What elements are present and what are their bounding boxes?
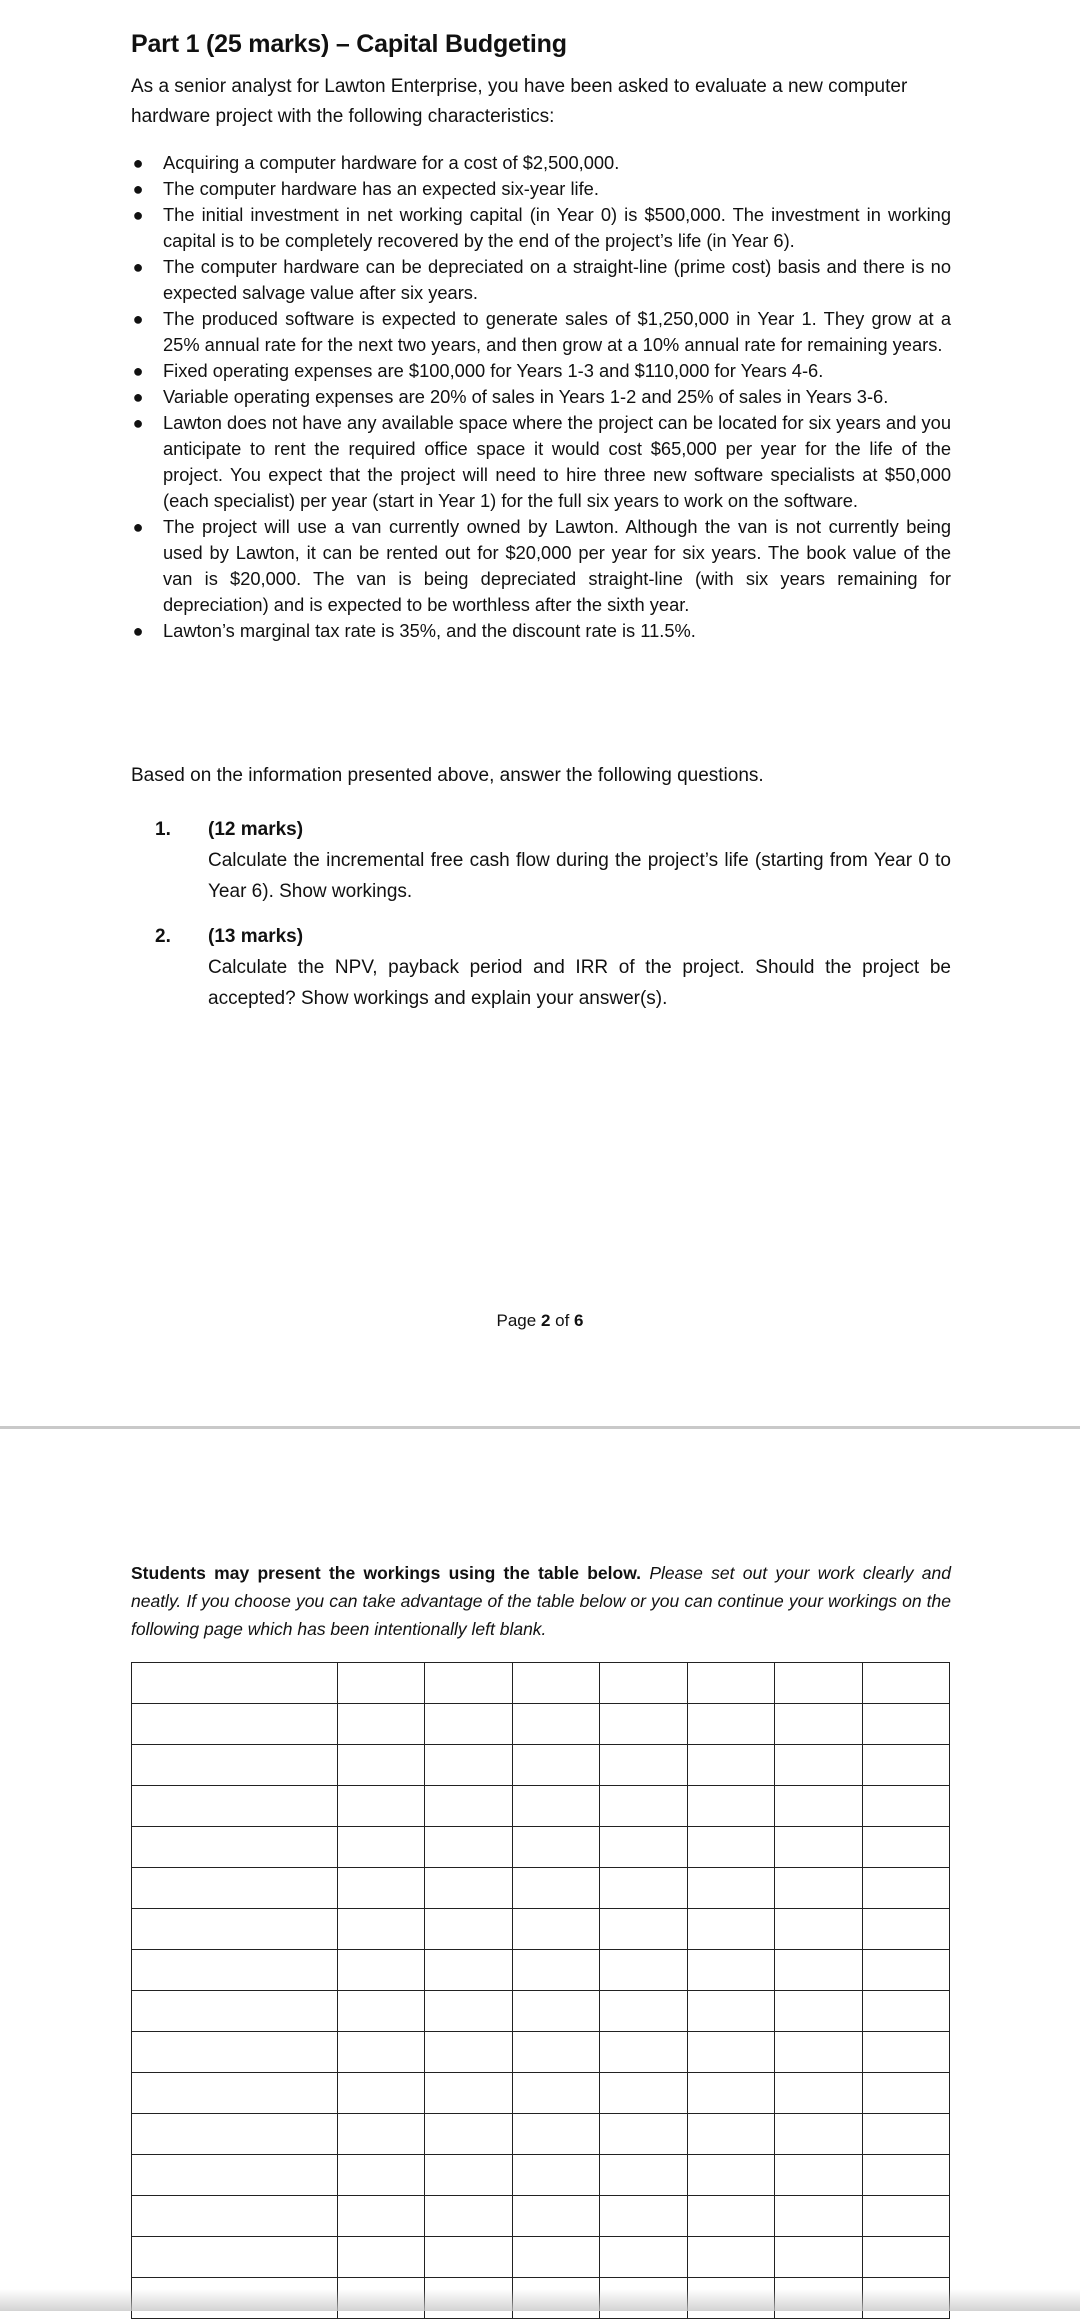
list-item: ● Lawton’s marginal tax rate is 35%, and the discount rate is 11.5%. — [131, 618, 951, 644]
table-cell[interactable] — [425, 2155, 512, 2196]
bullet-icon: ● — [132, 517, 144, 537]
table-cell[interactable] — [338, 1704, 425, 1745]
table-cell[interactable] — [862, 1868, 949, 1909]
table-row — [132, 2237, 950, 2278]
table-cell[interactable] — [425, 1745, 512, 1786]
table-row — [132, 1704, 950, 1745]
table-row — [132, 2073, 950, 2114]
table-row — [132, 1991, 950, 2032]
table-cell[interactable] — [132, 2114, 338, 2155]
table-cell[interactable] — [687, 2155, 774, 2196]
table-cell[interactable] — [862, 2073, 949, 2114]
table-cell[interactable] — [687, 1991, 774, 2032]
table-cell[interactable] — [687, 1868, 774, 1909]
table-cell[interactable] — [132, 1786, 338, 1827]
table-cell[interactable] — [132, 2196, 338, 2237]
table-cell[interactable] — [338, 1868, 425, 1909]
table-cell[interactable] — [512, 1950, 599, 1991]
table-cell[interactable] — [687, 1827, 774, 1868]
bullet-icon: ● — [132, 387, 144, 407]
table-cell[interactable] — [512, 1868, 599, 1909]
table-cell[interactable] — [132, 1909, 338, 1950]
table-cell[interactable] — [425, 1827, 512, 1868]
table-cell[interactable] — [775, 2196, 862, 2237]
workings-table[interactable] — [131, 1662, 950, 2319]
table-cell[interactable] — [425, 2073, 512, 2114]
table-cell[interactable] — [132, 2032, 338, 2073]
table-cell[interactable] — [425, 1950, 512, 1991]
table-cell[interactable] — [512, 1786, 599, 1827]
table-cell[interactable] — [600, 1991, 687, 2032]
table-cell[interactable] — [600, 1745, 687, 1786]
table-cell[interactable] — [600, 1663, 687, 1704]
table-cell[interactable] — [775, 2032, 862, 2073]
table-cell[interactable] — [338, 1827, 425, 1868]
table-cell[interactable] — [862, 1745, 949, 1786]
table-row — [132, 1745, 950, 1786]
bullet-icon: ● — [132, 413, 144, 433]
table-cell[interactable] — [600, 1950, 687, 1991]
table-row — [132, 1827, 950, 1868]
table-cell[interactable] — [775, 2073, 862, 2114]
table-cell[interactable] — [338, 1745, 425, 1786]
table-cell[interactable] — [687, 2114, 774, 2155]
bullet-icon: ● — [132, 621, 144, 641]
table-cell[interactable] — [512, 1991, 599, 2032]
table-cell[interactable] — [425, 2032, 512, 2073]
list-item: ● The produced software is expected to generate sales of $1,250,000 in Year 1. They grow at a 25% annual rate for the next two years, and then grow at a 10% annual rate for remaining years. — [132, 308, 951, 355]
table-row — [132, 2032, 950, 2073]
table-cell[interactable] — [862, 2155, 949, 2196]
table-cell[interactable] — [338, 1663, 425, 1704]
table-cell[interactable] — [338, 1786, 425, 1827]
bullet-icon: ● — [132, 309, 144, 329]
table-cell[interactable] — [862, 1827, 949, 1868]
project-characteristics-list — [131, 150, 951, 644]
list-item: ● The computer hardware can be depreciated on a straight-line (prime cost) basis and there is no expected salvage value after six years. — [132, 256, 951, 303]
table-row — [132, 2155, 950, 2196]
table-cell[interactable] — [775, 1950, 862, 1991]
table-cell[interactable] — [600, 2237, 687, 2278]
table-row — [132, 1950, 950, 1991]
table-cell[interactable] — [862, 1786, 949, 1827]
instructions-bold: Students may present the workings using the table below. — [131, 1563, 642, 1583]
question-number: 1. — [155, 819, 171, 840]
table-cell[interactable] — [775, 1704, 862, 1745]
table-cell[interactable] — [512, 2237, 599, 2278]
table-cell[interactable] — [862, 2237, 949, 2278]
table-cell[interactable] — [512, 2155, 599, 2196]
table-cell[interactable] — [687, 2032, 774, 2073]
table-cell[interactable] — [775, 2155, 862, 2196]
table-cell[interactable] — [600, 2114, 687, 2155]
table-cell[interactable] — [425, 2196, 512, 2237]
table-cell[interactable] — [132, 1663, 338, 1704]
table-cell[interactable] — [600, 2196, 687, 2237]
table-cell[interactable] — [775, 2114, 862, 2155]
table-cell[interactable] — [600, 1827, 687, 1868]
table-cell[interactable] — [512, 2196, 599, 2237]
table-cell[interactable] — [132, 1950, 338, 1991]
document-page-3 — [0, 1429, 1080, 2311]
section-title: Part 1 (25 marks) – Capital Budgeting — [131, 30, 567, 58]
table-cell[interactable] — [338, 2114, 425, 2155]
table-cell[interactable] — [687, 2237, 774, 2278]
table-cell[interactable] — [132, 2155, 338, 2196]
table-cell[interactable] — [775, 1868, 862, 1909]
list-item: ● Variable operating expenses are 20% of sales in Years 1-2 and 25% of sales in Years 3-6. — [131, 384, 951, 410]
table-cell[interactable] — [132, 2073, 338, 2114]
table-cell[interactable] — [687, 2073, 774, 2114]
bullet-icon: ● — [132, 179, 144, 199]
question-number: 2. — [155, 926, 171, 947]
table-cell[interactable] — [132, 1704, 338, 1745]
table-cell[interactable] — [600, 1909, 687, 1950]
current-page-number: 2 — [540, 1311, 551, 1330]
table-cell[interactable] — [862, 1704, 949, 1745]
table-cell[interactable] — [600, 2073, 687, 2114]
question-marks: (12 marks) — [208, 819, 304, 840]
table-row — [132, 2196, 950, 2237]
table-cell[interactable] — [338, 2032, 425, 2073]
bullet-icon: ● — [132, 361, 144, 381]
table-cell[interactable] — [600, 1786, 687, 1827]
table-row — [132, 1663, 950, 1704]
table-cell[interactable] — [512, 2032, 599, 2073]
table-cell[interactable] — [425, 1663, 512, 1704]
table-cell[interactable] — [687, 1950, 774, 1991]
list-item: ● The initial investment in net working capital (in Year 0) is $500,000. The investment in working capital is to be completely recovered by the end of the project’s life (in Year 6). — [132, 204, 951, 251]
instructions-italic: Please set out your work clearly and neatly. If you choose you can take advantage of the table below or you can continue your workings on the following page which has been intentionally left blank. — [131, 1563, 951, 1639]
table-cell[interactable] — [600, 2155, 687, 2196]
question-marks: (13 marks) — [208, 926, 304, 947]
table-cell[interactable] — [687, 1909, 774, 1950]
table-cell[interactable] — [338, 2155, 425, 2196]
table-cell[interactable] — [512, 1745, 599, 1786]
table-cell[interactable] — [338, 2237, 425, 2278]
table-row — [132, 1909, 950, 1950]
table-cell[interactable] — [425, 1868, 512, 1909]
table-cell[interactable] — [338, 2196, 425, 2237]
table-cell[interactable] — [132, 1868, 338, 1909]
bullet-icon: ● — [132, 205, 144, 225]
table-cell[interactable] — [600, 1868, 687, 1909]
question-text: Calculate the incremental free cash flow during the project’s life (starting from Year 0 to Year 6). Show workings. — [208, 850, 951, 902]
table-cell[interactable] — [425, 2237, 512, 2278]
table-cell[interactable] — [338, 1950, 425, 1991]
table-cell[interactable] — [862, 1991, 949, 2032]
table-cell[interactable] — [512, 1704, 599, 1745]
bullet-icon: ● — [132, 153, 144, 173]
table-cell[interactable] — [132, 1991, 338, 2032]
table-cell[interactable] — [132, 1745, 338, 1786]
bullet-icon: ● — [132, 257, 144, 277]
table-cell[interactable] — [512, 2114, 599, 2155]
table-cell[interactable] — [687, 1704, 774, 1745]
list-item: ● Lawton does not have any available space where the project can be located for six years and you anticipate to rent the required office space it would cost $65,000 per year for the life of the project. You expect that the project will need to hire three new software specialists at $50,000 (each specialist) per year (start in Year 1) for the full six years to work on the software. — [132, 412, 951, 511]
table-cell[interactable] — [775, 2237, 862, 2278]
table-cell[interactable] — [775, 1786, 862, 1827]
intro-paragraph: As a senior analyst for Lawton Enterprise, you have been asked to evaluate a new computer hardware project with the following characteristics: — [131, 76, 908, 127]
table-cell[interactable] — [775, 1745, 862, 1786]
page-footer: Page 2 of 6 — [496, 1311, 584, 1330]
total-page-count: 6 — [574, 1311, 584, 1330]
list-item: ● The project will use a van currently owned by Lawton. Although the van is not currently being used by Lawton, it can be rented out for $20,000 per year for six years. The book value of the van is $20,000. The van is being depreciated straight-line (with six years remaining for depreciation) and is expected to be worthless after the sixth year. — [132, 516, 951, 615]
question-2 — [155, 921, 951, 1014]
questions-intro: Based on the information presented above, answer the following questions. — [131, 765, 764, 786]
table-cell[interactable] — [687, 1745, 774, 1786]
table-cell[interactable] — [862, 1909, 949, 1950]
table-cell[interactable] — [775, 1827, 862, 1868]
table-cell[interactable] — [512, 1827, 599, 1868]
scroll-shadow — [0, 2289, 1080, 2311]
table-cell[interactable] — [600, 2032, 687, 2073]
table-cell[interactable] — [512, 1663, 599, 1704]
table-cell[interactable] — [512, 1909, 599, 1950]
list-item: ● The computer hardware has an expected six-year life. — [131, 176, 951, 202]
table-cell[interactable] — [425, 1909, 512, 1950]
table-cell[interactable] — [425, 1786, 512, 1827]
table-row — [132, 1786, 950, 1827]
table-cell[interactable] — [862, 2114, 949, 2155]
table-cell[interactable] — [132, 1827, 338, 1868]
table-row — [132, 2114, 950, 2155]
table-cell[interactable] — [512, 2073, 599, 2114]
table-row — [132, 1868, 950, 1909]
table-cell[interactable] — [338, 1909, 425, 1950]
table-cell[interactable] — [132, 2237, 338, 2278]
list-item: ● Acquiring a computer hardware for a cost of $2,500,000. — [131, 150, 951, 176]
table-cell[interactable] — [687, 2196, 774, 2237]
table-cell[interactable] — [687, 1786, 774, 1827]
table-cell[interactable] — [862, 1950, 949, 1991]
question-text: Calculate the NPV, payback period and IRR of the project. Should the project be accepted? Show workings and explain your answer(s). — [208, 957, 951, 1009]
table-cell[interactable] — [425, 1991, 512, 2032]
table-cell[interactable] — [775, 1663, 862, 1704]
table-cell[interactable] — [862, 1663, 949, 1704]
question-1 — [155, 814, 951, 907]
list-item: ● Fixed operating expenses are $100,000 for Years 1-3 and $110,000 for Years 4-6. — [131, 358, 951, 384]
table-cell[interactable] — [775, 1991, 862, 2032]
table-cell[interactable] — [338, 1991, 425, 2032]
table-cell[interactable] — [862, 2196, 949, 2237]
table-cell[interactable] — [862, 2032, 949, 2073]
table-cell[interactable] — [600, 1704, 687, 1745]
table-cell[interactable] — [775, 1909, 862, 1950]
table-cell[interactable] — [338, 2073, 425, 2114]
table-cell[interactable] — [687, 1663, 774, 1704]
table-cell[interactable] — [425, 1704, 512, 1745]
workings-instructions — [131, 1559, 951, 1643]
table-cell[interactable] — [425, 2114, 512, 2155]
